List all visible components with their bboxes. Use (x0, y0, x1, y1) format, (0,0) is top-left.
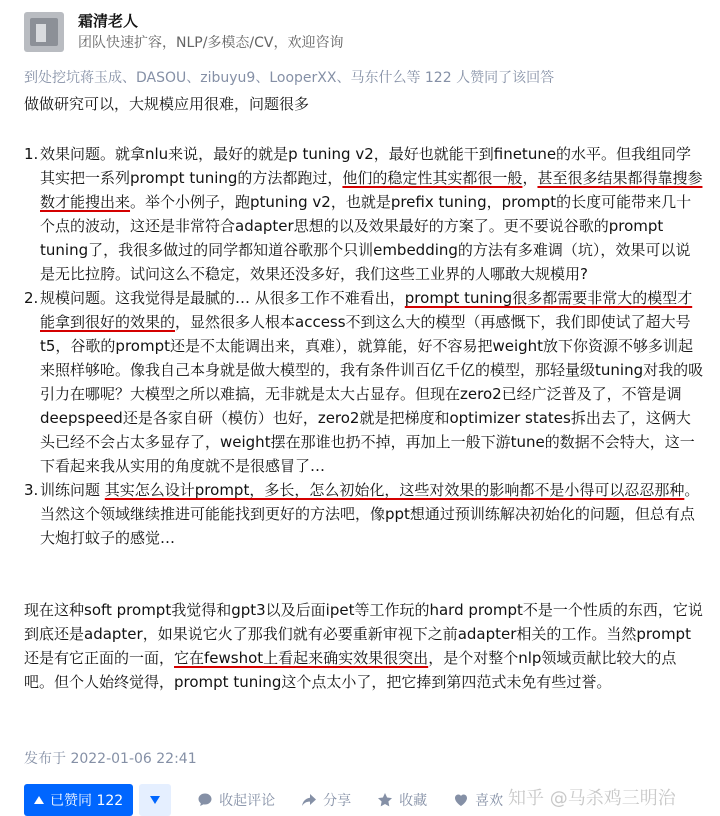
list-item (24, 286, 704, 478)
avatar[interactable] (24, 12, 64, 52)
underlined-text: 甚至很多结果都得靠搜参数才能搜出来 (40, 169, 703, 211)
comment-icon (197, 792, 213, 808)
upvote-button[interactable] (24, 784, 133, 816)
list-number: 2. (24, 289, 39, 307)
share-button[interactable] (301, 790, 351, 810)
action-bar (24, 784, 503, 816)
like-button[interactable] (453, 790, 503, 810)
downvote-button[interactable] (139, 784, 171, 816)
text-segment: 。当然这个领域继续推进可能能找到更好的方法吧，像ppt想通过预训练解决初始化的问题，但总有点大炮打蚊子的感觉… (40, 481, 700, 547)
comment-button[interactable] (197, 790, 275, 810)
watermark: 知乎 @马杀鸡三明治 (508, 788, 676, 809)
list-number: 3. (24, 481, 39, 499)
text-segment: 训练问题 (40, 481, 105, 499)
comment-label: 收起评论 (219, 793, 276, 809)
answer-header (24, 10, 344, 54)
underlined-text: 它在fewshot上看起来确实效果很突出 (174, 649, 429, 667)
underlined-text: 其实怎么设计prompt，多长，怎么初始化，这些对效果的影响都不是小得可以忍忍那种 (104, 481, 685, 499)
text-segment: ，显然很多人根本access不到这么大的模型（再感慨下，我们即使试了超大号t5，谷歌的prompt还是不太能调出来，真难），就算能，好不容易把weight放下你资源不够多训起来照样够呛。像我自己本身就是做大模型的，我有条件训百亿千亿的模型，那轻量级tuning对我的吸引力在哪呢？大模型之所以难搞，无非就是太大占显存。但现在zero2已经广泛普及了，不管是调deepspeed还是各家自研（模仿）也好，zero2就是把梯度和optimizer states拆出去了，这俩大头已经不会占太多显存了，weight摆在那谁也扔不掉，再加上一般下游tune的数据不会特大，这一下看起来我从实用的角度就不是很感冒了… (40, 313, 704, 475)
underlined-text: 他们的稳定性其实都很一般 (342, 169, 523, 187)
share-label: 分享 (323, 793, 352, 809)
list-item (24, 478, 704, 550)
outro-paragraph (24, 598, 704, 694)
upvote-label: 已赞同 122 (50, 793, 124, 809)
triangle-down-icon (150, 796, 160, 804)
intro-paragraph: 做做研究可以，大规模应用很难，问题很多 (24, 95, 310, 113)
text-segment: ，是个对整个nlp领域贡献比较大的点吧。但个人始终觉得，prompt tuning这个点太小了，把它捧到第四范式未免有些过誉。 (24, 649, 677, 691)
collect-label: 收藏 (399, 793, 428, 809)
voters-text[interactable]: 到处挖坑蒋玉成、DASOU、zibuyu9、LooperXX、马东什么等 122 人赞同了该回答 (24, 70, 555, 86)
text-segment: 效果问题。就拿nlu来说，最好的就是p tuning v2，最好也就能干到finetune的水平。但我组同学其实把一系列prompt tuning的方法都跑过， (40, 145, 692, 187)
list-text (40, 142, 704, 286)
text-segment: 现在这种soft prompt我觉得和gpt3以及后面ipet等工作玩的hard prompt不是一个性质的东西，它说到底还是adapter，如果说它火了那我们就有必要重新审视下之前adapter相关的工作。当然prompt还是有它正面的一面， (24, 601, 703, 667)
list-text (40, 286, 704, 478)
list-number: 1. (24, 145, 39, 163)
like-label: 喜欢 (475, 793, 504, 809)
author-bio: 团队快速扩容，NLP/多模态/CV，欢迎咨询 (78, 35, 344, 51)
heart-icon (453, 792, 469, 808)
list-item (24, 142, 704, 286)
underlined-text: prompt tuning很多都需要非常大的模型才能拿到很好的效果的 (40, 289, 693, 331)
publish-date[interactable]: 发布于 2022-01-06 22:41 (24, 751, 197, 767)
author-info (78, 11, 344, 53)
text-segment: 规模问题。这我觉得是最腻的… 从很多工作不难看出， (40, 289, 405, 307)
list-text (40, 478, 704, 550)
answer-content (24, 92, 704, 694)
triangle-up-icon (34, 796, 44, 804)
text-segment: 。举个小例子，跑ptuning v2，也就是prefix tuning，prompt的长度可能带来几十个点的波动，这还是非常符合adapter思想的以及效果最好的方案了。更不要说谷歌的prompt tuning了，我很多做过的同学都知道谷歌那个只训embedding的方法有多难调（坑），效果可以说是无比拉胯。试问这么不稳定，效果还没多好，我们这些工业界的人哪敢大规模用? (40, 193, 692, 283)
collect-button[interactable] (377, 790, 427, 810)
share-icon (301, 792, 317, 808)
star-icon (377, 792, 393, 808)
text-segment: ， (522, 169, 538, 187)
spacer (24, 550, 704, 598)
author-name[interactable]: 霜清老人 (78, 12, 139, 30)
